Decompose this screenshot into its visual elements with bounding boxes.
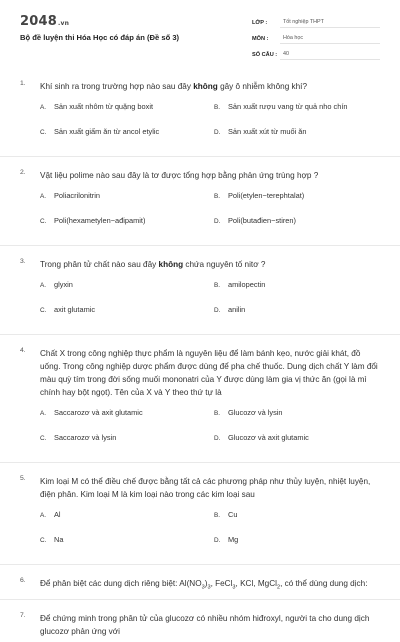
answer-option[interactable] xyxy=(214,408,388,433)
stem-text: Để chứng minh trong phân tử của glucozơ có nhiều nhóm hiđroxyl, người ta cho dung dịch glucozơ phản ứng với xyxy=(40,613,370,636)
answer-option[interactable] xyxy=(214,127,388,152)
option-text: Sản xuất giấm ăn từ ancol etylic xyxy=(54,127,160,136)
option-text: Poli(butađien−stiren) xyxy=(228,216,296,225)
answer-options xyxy=(40,280,380,330)
question-stem xyxy=(40,80,380,93)
meta-value: Tốt nghiệp THPT xyxy=(280,19,380,28)
answer-option[interactable] xyxy=(214,280,388,305)
option-text: Poliacrilonitrin xyxy=(54,191,101,200)
stem-text: , FeCl xyxy=(210,579,233,588)
option-text: Sản xuất xút từ muối ăn xyxy=(228,127,307,136)
option-text: anilin xyxy=(228,305,246,314)
option-text: Glucozơ và axit glutamic xyxy=(228,433,309,442)
question-number: 7. xyxy=(20,611,26,619)
answer-option[interactable] xyxy=(214,102,388,127)
stem-text: Kim loại M có thể điều chế được bằng tất cả các phương pháp như thủy luyện, nhiệt luyện, điện phân. Kim loại M là kim loại nào trong các kim loại sau xyxy=(40,477,371,499)
answer-options xyxy=(40,102,380,152)
stem-text: gây ô nhiễm không khí? xyxy=(217,82,308,91)
stem-subscript: 3 xyxy=(232,584,236,591)
answer-option[interactable] xyxy=(214,535,388,560)
answer-option[interactable] xyxy=(40,305,214,330)
answer-option[interactable] xyxy=(214,305,388,330)
answer-option[interactable] xyxy=(214,510,388,535)
answer-option[interactable] xyxy=(40,433,214,458)
option-letter: D. xyxy=(214,218,221,225)
answer-options xyxy=(40,408,380,458)
meta-label: SỐ CÂU : xyxy=(252,52,278,58)
stem-text: Vật liệu polime nào sau đây là tơ được tổng hợp bằng phản ứng trùng hợp ? xyxy=(40,171,319,180)
logo-suffix: .vn xyxy=(57,20,70,27)
question-item xyxy=(0,599,400,642)
option-text: amilopectin xyxy=(228,280,266,289)
option-text: Glucozơ và lysin xyxy=(228,408,283,417)
stem-emphasis: không xyxy=(193,82,218,91)
question-stem xyxy=(40,475,380,501)
meta-row xyxy=(252,46,380,60)
option-letter: D. xyxy=(214,435,221,442)
stem-text: chứa nguyên tố nitơ ? xyxy=(183,260,266,269)
question-number: 5. xyxy=(20,475,26,482)
option-text: Cu xyxy=(228,510,238,519)
question-list xyxy=(0,70,400,642)
option-letter: A. xyxy=(40,512,47,519)
stem-text: Khí sinh ra trong trường hợp nào sau đây xyxy=(40,82,194,91)
option-letter: D. xyxy=(214,537,221,544)
stem-text: Trong phân tử chất nào sau đây xyxy=(40,260,159,269)
option-letter: B. xyxy=(214,410,221,417)
answer-option[interactable] xyxy=(40,408,214,433)
option-letter: A. xyxy=(40,193,47,200)
question-number: 1. xyxy=(20,80,26,87)
stem-text: Để phân biệt các dung dịch riêng biệt: Al(NO xyxy=(40,579,202,588)
option-letter: B. xyxy=(214,512,221,519)
option-text: Sản xuất nhôm từ quặng boxit xyxy=(54,102,154,111)
answer-option[interactable] xyxy=(214,433,388,458)
option-text: Sản xuất rượu vang từ quả nho chín xyxy=(228,102,348,111)
question-stem xyxy=(40,577,380,595)
option-text: Na xyxy=(54,535,64,544)
option-letter: B. xyxy=(214,193,221,200)
question-item xyxy=(0,70,400,156)
exam-meta xyxy=(252,14,380,62)
stem-text: , có thể dùng dung dịch: xyxy=(280,579,368,588)
stem-text: ) xyxy=(204,579,208,588)
question-stem xyxy=(40,258,380,271)
question-number: 2. xyxy=(20,169,26,176)
answer-option[interactable] xyxy=(40,127,214,152)
question-item xyxy=(0,564,400,599)
question-stem xyxy=(40,347,380,399)
stem-subscript: 3 xyxy=(201,584,205,591)
option-text: Mg xyxy=(228,535,239,544)
stem-text: Chất X trong công nghiệp thực phẩm là nguyên liệu để làm bánh kẹo, nước giải khát, đồ uống. Trong công nghiệp dược phẩm được dùng để pha chế thuốc. Dung dịch chất Y làm đổi màu quỳ tím trong đời sống muối mononatri của Y được dùng làm gia vị thức ăn (gọi là mì chính hay bột ngọt). Tên của X và Y theo thứ tự là xyxy=(40,349,378,397)
option-text: Saccarozơ và axit glutamic xyxy=(54,408,143,417)
option-letter: B. xyxy=(214,282,221,289)
answer-option[interactable] xyxy=(40,510,214,535)
answer-option[interactable] xyxy=(214,191,388,216)
option-letter: B. xyxy=(214,104,221,111)
option-text: Poli(etylen−terephtalat) xyxy=(228,191,305,200)
option-letter: A. xyxy=(40,282,47,289)
answer-option[interactable] xyxy=(40,535,214,560)
option-letter: C. xyxy=(40,435,47,442)
option-letter: C. xyxy=(40,307,47,314)
option-text: axit glutamic xyxy=(54,305,96,314)
option-text: Al xyxy=(54,510,61,519)
question-item xyxy=(0,334,400,462)
question-item xyxy=(0,156,400,245)
answer-option[interactable] xyxy=(40,280,214,305)
answer-options xyxy=(40,191,380,241)
option-text: Poli(hexametylen−ađipamit) xyxy=(54,216,146,225)
option-letter: D. xyxy=(214,129,221,136)
question-number: 6. xyxy=(20,577,26,584)
question-stem xyxy=(40,169,380,182)
exam-title: Bộ đề luyện thi Hóa Học có đáp án (Đề số 3) xyxy=(20,33,180,42)
page-header xyxy=(0,0,400,64)
meta-label: LỚP : xyxy=(252,20,268,26)
answer-option[interactable] xyxy=(214,216,388,241)
option-letter: C. xyxy=(40,129,47,136)
question-number: 3. xyxy=(20,258,26,265)
answer-option[interactable] xyxy=(40,191,214,216)
answer-option[interactable] xyxy=(40,216,214,241)
meta-row xyxy=(252,14,380,28)
logo-text: 2048 xyxy=(20,14,57,29)
question-number: 4. xyxy=(20,347,26,354)
question-stem xyxy=(40,612,380,638)
option-letter: C. xyxy=(40,537,47,544)
answer-option[interactable] xyxy=(40,102,214,127)
meta-row xyxy=(252,30,380,44)
option-letter: D. xyxy=(214,307,221,314)
option-text: Saccarozơ và lysin xyxy=(54,433,117,442)
meta-value: Hóa học xyxy=(280,35,380,44)
answer-options xyxy=(40,510,380,560)
option-letter: C. xyxy=(40,218,47,225)
stem-emphasis: không xyxy=(158,260,184,269)
stem-subscript: 2 xyxy=(276,584,281,591)
stem-text: , KCl, MgCl xyxy=(235,579,277,588)
stem-subscript: 3 xyxy=(207,584,211,591)
option-text: glyxin xyxy=(54,280,73,289)
meta-label: MÔN : xyxy=(252,36,269,42)
question-item xyxy=(0,462,400,564)
meta-value: 40 xyxy=(280,51,380,60)
site-logo[interactable] xyxy=(20,14,69,29)
question-item xyxy=(0,245,400,334)
option-letter: A. xyxy=(40,104,47,111)
option-letter: A. xyxy=(40,410,47,417)
